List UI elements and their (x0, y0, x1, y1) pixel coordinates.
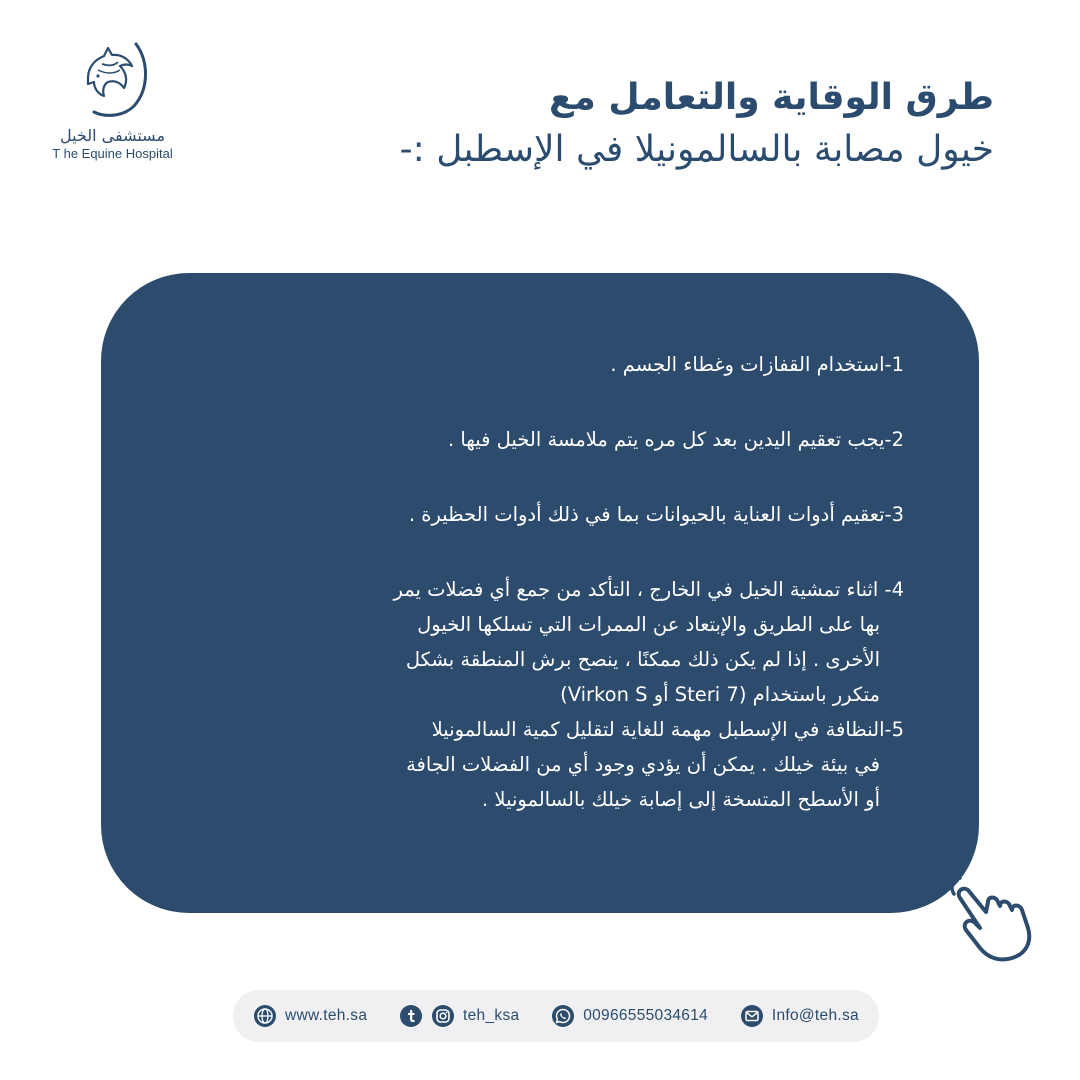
tip-4-line-1: 4- اثناء تمشية الخيل في الخارج ، التأكد من جمع أي فضلات يمر (393, 578, 904, 601)
logo-name-english: T he Equine Hospital (52, 146, 173, 161)
tips-list (184, 347, 904, 817)
instagram-icon[interactable] (431, 1004, 455, 1028)
tip-5-line-1: 5-النظافة في الإسطبل مهمة للغاية لتقليل كمية السالمونيلا (431, 718, 904, 741)
tip-1: 1-استخدام القفازات وغطاء الجسم . (610, 353, 904, 376)
logo-name-arabic: مستشفى الخيل (59, 126, 166, 145)
email-link[interactable] (740, 1004, 859, 1028)
website-link[interactable] (253, 1004, 367, 1028)
contact-bar (233, 990, 879, 1042)
tip-5-line-2: في بيئة خيلك . يمكن أن يؤدي وجود أي من الفضلات الجافة (406, 753, 880, 776)
tip-4-line-2: بها على الطريق والإبتعاد عن الممرات التي تسلكها الخيول (417, 613, 880, 636)
tip-2: 2-يجب تعقيم اليدين بعد كل مره يتم ملامسة الخيل فيها . (447, 428, 904, 451)
horse-head-icon (74, 38, 152, 120)
tumblr-icon[interactable] (399, 1004, 423, 1028)
title-line-1: طرق الوقاية والتعامل مع (548, 77, 994, 118)
email-icon (740, 1004, 764, 1028)
phone-link[interactable] (551, 1004, 708, 1028)
pointing-hand-icon[interactable] (940, 868, 1036, 964)
social-links (399, 1004, 519, 1028)
email-address: Info@teh.sa (771, 1007, 859, 1024)
social-handle[interactable]: teh_ksa (463, 1007, 520, 1024)
hospital-logo (40, 38, 185, 178)
phone-number: 00966555034614 (583, 1007, 709, 1024)
tip-3: 3-تعقيم أدوات العناية بالحيوانات بما في ذلك أدوات الحظيرة . (408, 503, 904, 526)
tip-4-line-3: الأخرى . إذا لم يكن ذلك ممكنًا ، ينصح برش المنطقة بشكل (405, 648, 880, 671)
tips-card (101, 273, 979, 913)
globe-icon (253, 1004, 277, 1028)
tip-4-line-4: متكرر باستخدام (Steri 7 أو Virkon S) (560, 683, 880, 706)
title-line-2: خيول مصابة بالسالمونيلا في الإسطبل :- (399, 129, 994, 170)
tip-5-line-3: أو الأسطح المتسخة إلى إصابة خيلك بالسالمونيلا . (482, 788, 880, 811)
whatsapp-icon (551, 1004, 575, 1028)
website-text: www.teh.sa (285, 1007, 368, 1024)
page-title (214, 72, 994, 176)
